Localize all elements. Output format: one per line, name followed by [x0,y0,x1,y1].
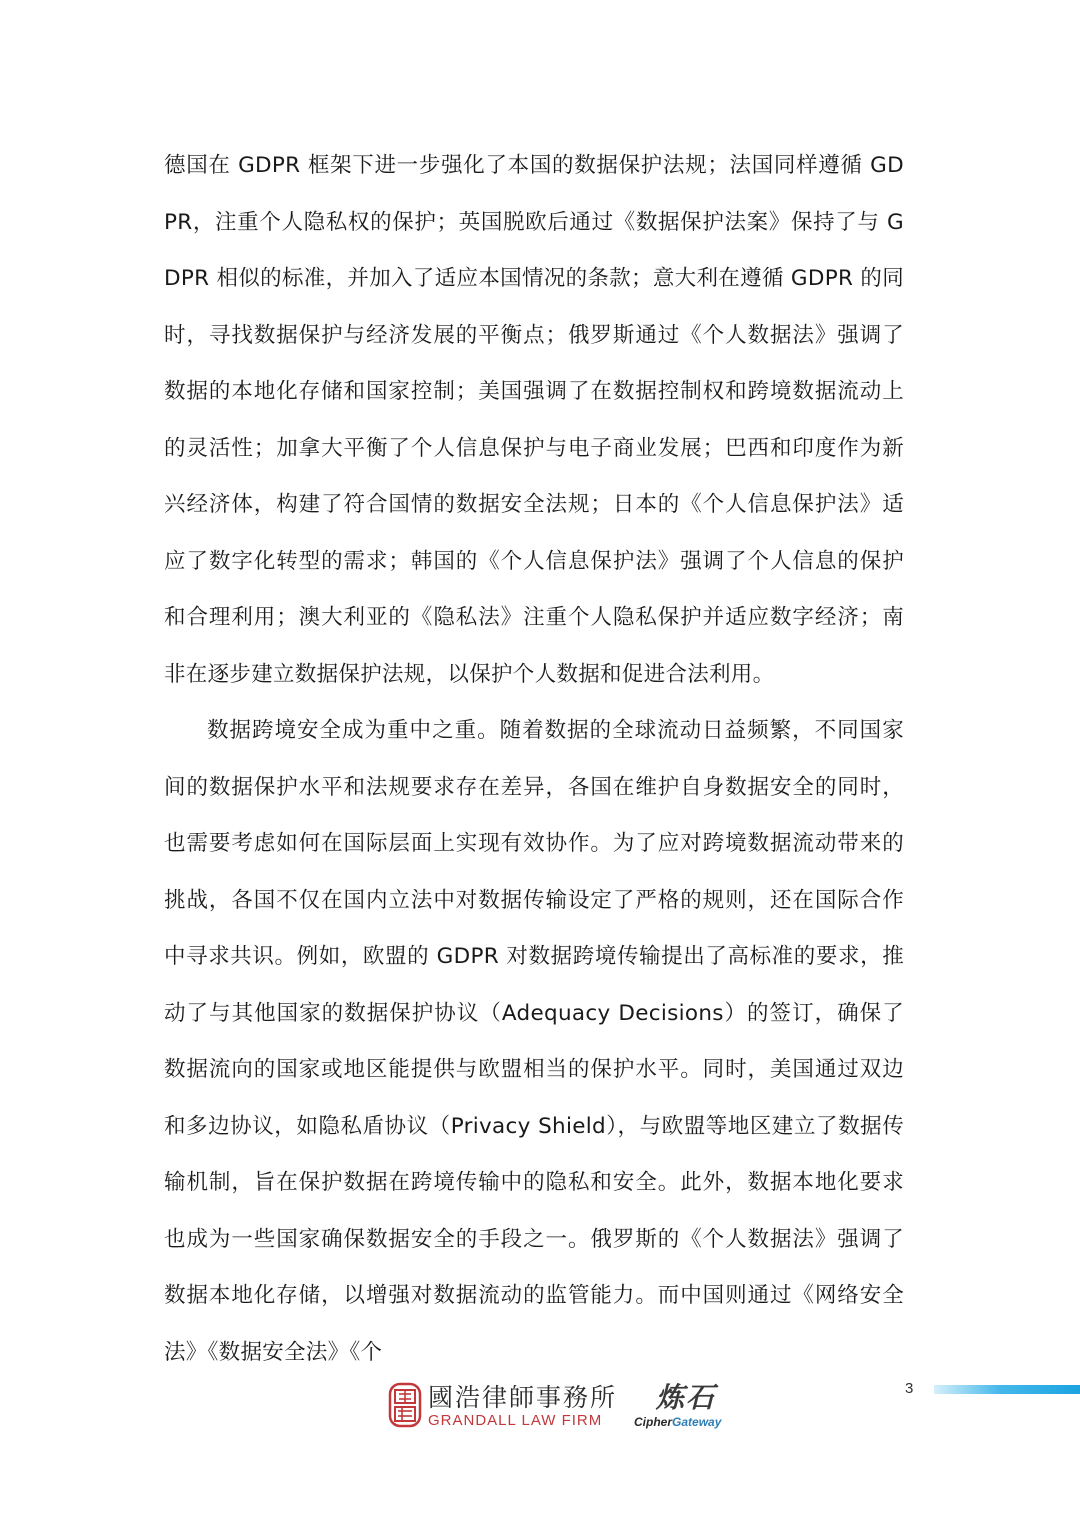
body-text [164,138,904,1381]
partner-logo-cn: 炼石 [656,1381,717,1414]
firm-name-en: GRANDALL LAW FIRM [428,1412,603,1429]
grandall-seal-icon [388,1382,422,1428]
paragraph-2: 数据跨境安全成为重中之重。随着数据的全球流动日益频繁，不同国家间的数据保护水平和法规要求存在差异，各国在维护自身数据安全的同时，也需要考虑如何在国际层面上实现有效协作。为了应对跨境数据流动带来的挑战，各国不仅在国内立法中对数据传输设定了严格的规则，还在国际合作中寻求共识。例如，欧盟的 GDPR 对数据跨境传输提出了高标准的要求，推动了与其他国家的数据保护协议（Adequacy Decisions）的签订，确保了数据流向的国家或地区能提供与欧盟相当的保护水平。同时，美国通过双边和多边协议，如隐私盾协议（Privacy Shield），与欧盟等地区建立了数据传输机制，旨在保护数据在跨境传输中的隐私和安全。此外，数据本地化要求也成为一些国家确保数据安全的手段之一。俄罗斯的《个人数据法》强调了数据本地化存储，以增强对数据流动的监管能力。而中国则通过《网络安全法》《数据安全法》《个 [164,718,904,1365]
firm-name-cn: 國浩律師事務所 [428,1383,618,1412]
paragraph-1: 德国在 GDPR 框架下进一步强化了本国的数据保护法规；法国同样遵循 GDPR，注重个人隐私权的保护；英国脱欧后通过《数据保护法案》保持了与 GDPR 相似的标准，并加入了适应本国情况的条款；意大利在遵循 GDPR 的同时，寻找数据保护与经济发展的平衡点；俄罗斯通过《个人数据法》强调了数据的本地化存储和国家控制；美国强调了在数据控制权和跨境数据流动上的灵活性；加拿大平衡了个人信息保护与电子商业发展；巴西和印度作为新兴经济体，构建了符合国情的数据安全法规；日本的《个人信息保护法》适应了数字化转型的需求；韩国的《个人信息保护法》强调了个人信息的保护和合理利用；澳大利亚的《隐私法》注重个人隐私保护并适应数字经济；南非在逐步建立数据保护法规，以保护个人数据和促进合法利用。 [164,153,904,687]
accent-bar [934,1385,1080,1394]
footer [0,1370,1080,1450]
page-number: 3 [905,1380,914,1397]
partner-logo-en-part1: Cipher [634,1415,673,1429]
partner-logo-en [634,1415,721,1429]
partner-logo-en-part2: Gateway [672,1415,722,1429]
